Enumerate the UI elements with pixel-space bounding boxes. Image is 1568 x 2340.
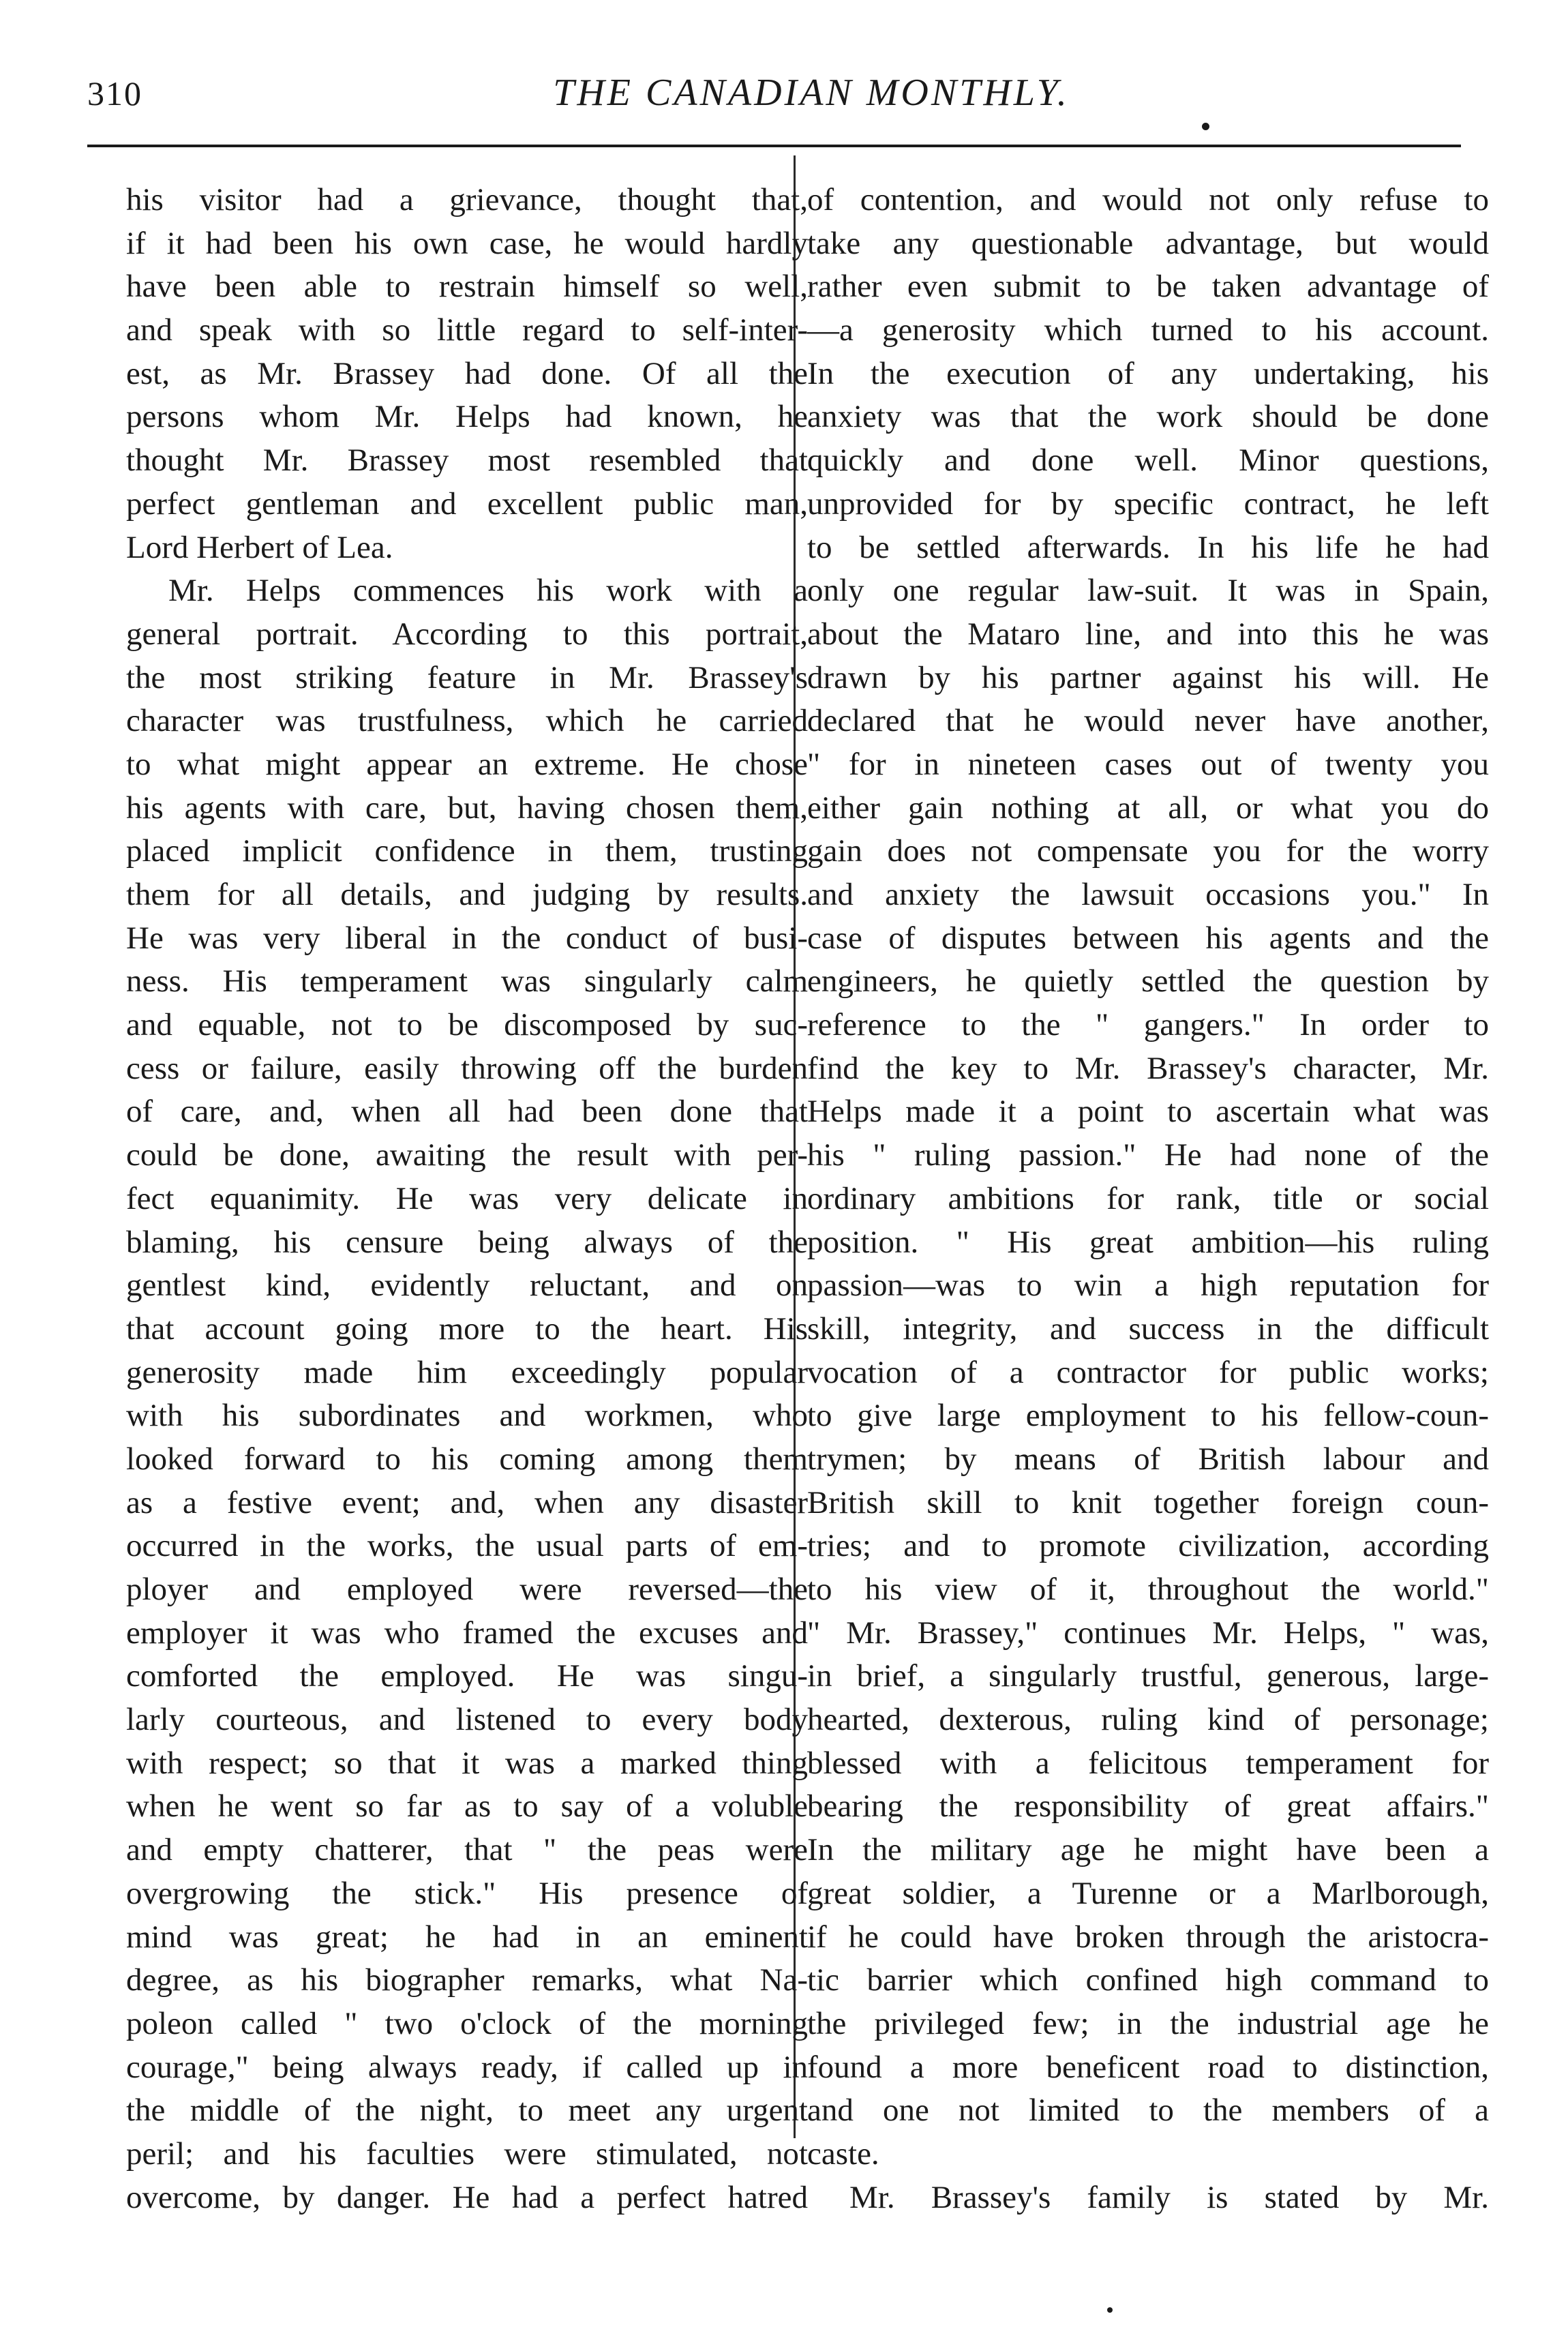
text-line: He was very liberal in the conduct of busi- <box>126 920 808 956</box>
text-line: larly courteous, and listened to every body <box>126 1702 808 1738</box>
text-line: trymen; by means of British labour and <box>807 1441 1489 1477</box>
text-line: find the key to Mr. Brassey's character, Mr. <box>807 1050 1489 1086</box>
text-line: to be settled afterwards. In his life he had <box>807 529 1489 565</box>
text-line: case of disputes between his agents and the <box>807 920 1489 956</box>
text-line: overgrowing the stick." His presence of <box>126 1875 808 1911</box>
text-line: bearing the responsibility of great affairs." <box>807 1788 1489 1825</box>
text-line: take any questionable advantage, but would <box>807 225 1489 261</box>
paragraph-start-line: Mr. Brassey's family is stated by Mr. <box>849 2179 1489 2215</box>
text-line: courage," being always ready, if called up in <box>126 2049 808 2085</box>
text-line: British skill to knit together foreign coun- <box>807 1484 1489 1520</box>
text-line: as a festive event; and, when any disaster <box>126 1484 808 1520</box>
text-line: in brief, a singularly trustful, generous, large- <box>807 1658 1489 1694</box>
text-line: ness. His temperament was singularly calm <box>126 963 808 1000</box>
text-line: and one not limited to the members of a <box>807 2092 1489 2129</box>
text-line: " Mr. Brassey," continues Mr. Helps, " was, <box>807 1615 1489 1651</box>
text-line: fect equanimity. He was very delicate in <box>126 1180 808 1216</box>
text-line: the most striking feature in Mr. Brassey's <box>126 659 808 695</box>
text-line: gain does not compensate you for the worry <box>807 833 1489 869</box>
text-line: and equable, not to be discomposed by suc- <box>126 1007 808 1043</box>
text-line: rather even submit to be taken advantage of <box>807 269 1489 305</box>
text-line: found a more beneficent road to distinction, <box>807 2049 1489 2085</box>
text-line: cess or failure, easily throwing off the burden <box>126 1050 808 1086</box>
text-line: thought Mr. Brassey most resembled that <box>126 442 808 479</box>
text-line: quickly and done well. Minor questions, <box>807 442 1489 479</box>
text-line: degree, as his biographer remarks, what Na- <box>126 1962 808 1998</box>
text-line: and speak with so little regard to self-inter- <box>126 312 808 348</box>
text-line: occurred in the works, the usual parts of em- <box>126 1528 808 1564</box>
running-head: THE CANADIAN MONTHLY. <box>553 72 1070 114</box>
text-line: character was trustfulness, which he carried <box>126 703 808 739</box>
text-line: In the execution of any undertaking, his <box>807 355 1489 391</box>
text-line: to give large employment to his fellow-coun- <box>807 1398 1489 1434</box>
text-line: tries; and to promote civilization, according <box>807 1528 1489 1564</box>
text-line: his agents with care, but, having chosen them, <box>126 790 808 826</box>
text-line: hearted, dexterous, ruling kind of personage; <box>807 1702 1489 1738</box>
text-line: placed implicit confidence in them, trusting <box>126 833 808 869</box>
text-line: engineers, he quietly settled the question by <box>807 963 1489 1000</box>
text-line: ployer and employed were reversed—the <box>126 1572 808 1607</box>
text-line: est, as Mr. Brassey had done. Of all the <box>126 355 808 391</box>
text-line: —a generosity which turned to his account. <box>807 312 1489 348</box>
text-line: when he went so far as to say of a voluble <box>126 1788 808 1825</box>
text-line: perfect gentleman and excellent public man, <box>126 485 808 522</box>
head-ornament-dot <box>1202 123 1209 130</box>
text-line: vocation of a contractor for public works; <box>807 1354 1489 1390</box>
text-line: and anxiety the lawsuit occasions you." In <box>807 877 1489 912</box>
text-line: Lord Herbert of Lea. <box>126 529 393 565</box>
text-line: caste. <box>807 2135 879 2172</box>
text-line: poleon called " two o'clock of the morning <box>126 2005 808 2041</box>
header-rule <box>87 145 1461 147</box>
left-column <box>126 179 808 2219</box>
text-line: blaming, his censure being always of the <box>126 1224 808 1260</box>
text-line: to his view of it, throughout the world." <box>807 1572 1489 1607</box>
text-line: drawn by his partner against his will. He <box>807 659 1489 695</box>
text-line: great soldier, a Turenne or a Marlborough, <box>807 1875 1489 1911</box>
text-line: Helps made it a point to ascertain what was <box>807 1094 1489 1130</box>
text-line: if he could have broken through the aristocra- <box>807 1919 1489 1955</box>
text-line: ordinary ambitions for rank, title or social <box>807 1180 1489 1216</box>
text-line: have been able to restrain himself so well, <box>126 269 808 305</box>
text-line: peril; and his faculties were stimulated, not <box>126 2135 808 2172</box>
text-line: tic barrier which confined high command to <box>807 1962 1489 1998</box>
text-line: position. " His great ambition—his ruling <box>807 1224 1489 1260</box>
text-line: and empty chatterer, that " the peas were <box>126 1832 808 1868</box>
text-line: with his subordinates and workmen, who <box>126 1398 808 1434</box>
text-line: anxiety was that the work should be done <box>807 399 1489 435</box>
text-line: about the Mataro line, and into this he was <box>807 616 1489 652</box>
text-line: looked forward to his coming among them <box>126 1441 808 1477</box>
text-line: employer it was who framed the excuses and <box>126 1615 808 1651</box>
text-line: that account going more to the heart. His <box>126 1310 808 1347</box>
text-line: unprovided for by specific contract, he left <box>807 485 1489 522</box>
text-line: generosity made him exceedingly popular <box>126 1354 808 1390</box>
text-line: the privileged few; in the industrial age he <box>807 2005 1489 2041</box>
text-line: his visitor had a grievance, thought that, <box>126 182 808 217</box>
text-line: the middle of the night, to meet any urgent <box>126 2092 808 2129</box>
text-line: his " ruling passion." He had none of the <box>807 1137 1489 1173</box>
page-number: 310 <box>87 74 142 112</box>
text-line: of care, and, when all had been done that <box>126 1094 808 1130</box>
text-line: In the military age he might have been a <box>807 1832 1489 1868</box>
text-line: to what might appear an extreme. He chose <box>126 746 808 782</box>
text-line: general portrait. According to this portrait, <box>126 616 808 652</box>
text-line: either gain nothing at all, or what you do <box>807 790 1489 826</box>
right-column <box>807 179 1489 2219</box>
text-line: " for in nineteen cases out of twenty you <box>807 746 1489 782</box>
text-line: skill, integrity, and success in the difficult <box>807 1310 1489 1347</box>
text-line: passion—was to win a high reputation for <box>807 1268 1489 1304</box>
text-line: blessed with a felicitous temperament for <box>807 1745 1489 1781</box>
text-line: comforted the employed. He was singu- <box>126 1658 808 1694</box>
text-line: mind was great; he had in an eminent <box>126 1919 808 1955</box>
text-line: persons whom Mr. Helps had known, he <box>126 399 808 435</box>
text-line: gentlest kind, evidently reluctant, and on <box>126 1268 808 1304</box>
text-line: reference to the " gangers." In order to <box>807 1007 1489 1043</box>
text-line: overcome, by danger. He had a perfect hatred <box>126 2179 808 2215</box>
text-line: if it had been his own case, he would hardly <box>126 225 808 261</box>
footer-dot <box>1107 2307 1113 2313</box>
text-line: them for all details, and judging by results. <box>126 877 808 912</box>
paragraph-start-line: Mr. Helps commences his work with a <box>168 573 808 609</box>
text-line: with respect; so that it was a marked thing <box>126 1745 808 1781</box>
text-line: of contention, and would not only refuse to <box>807 182 1489 217</box>
text-line: only one regular law-suit. It was in Spain, <box>807 573 1489 609</box>
text-line: declared that he would never have another, <box>807 703 1489 739</box>
text-line: could be done, awaiting the result with per- <box>126 1137 808 1173</box>
